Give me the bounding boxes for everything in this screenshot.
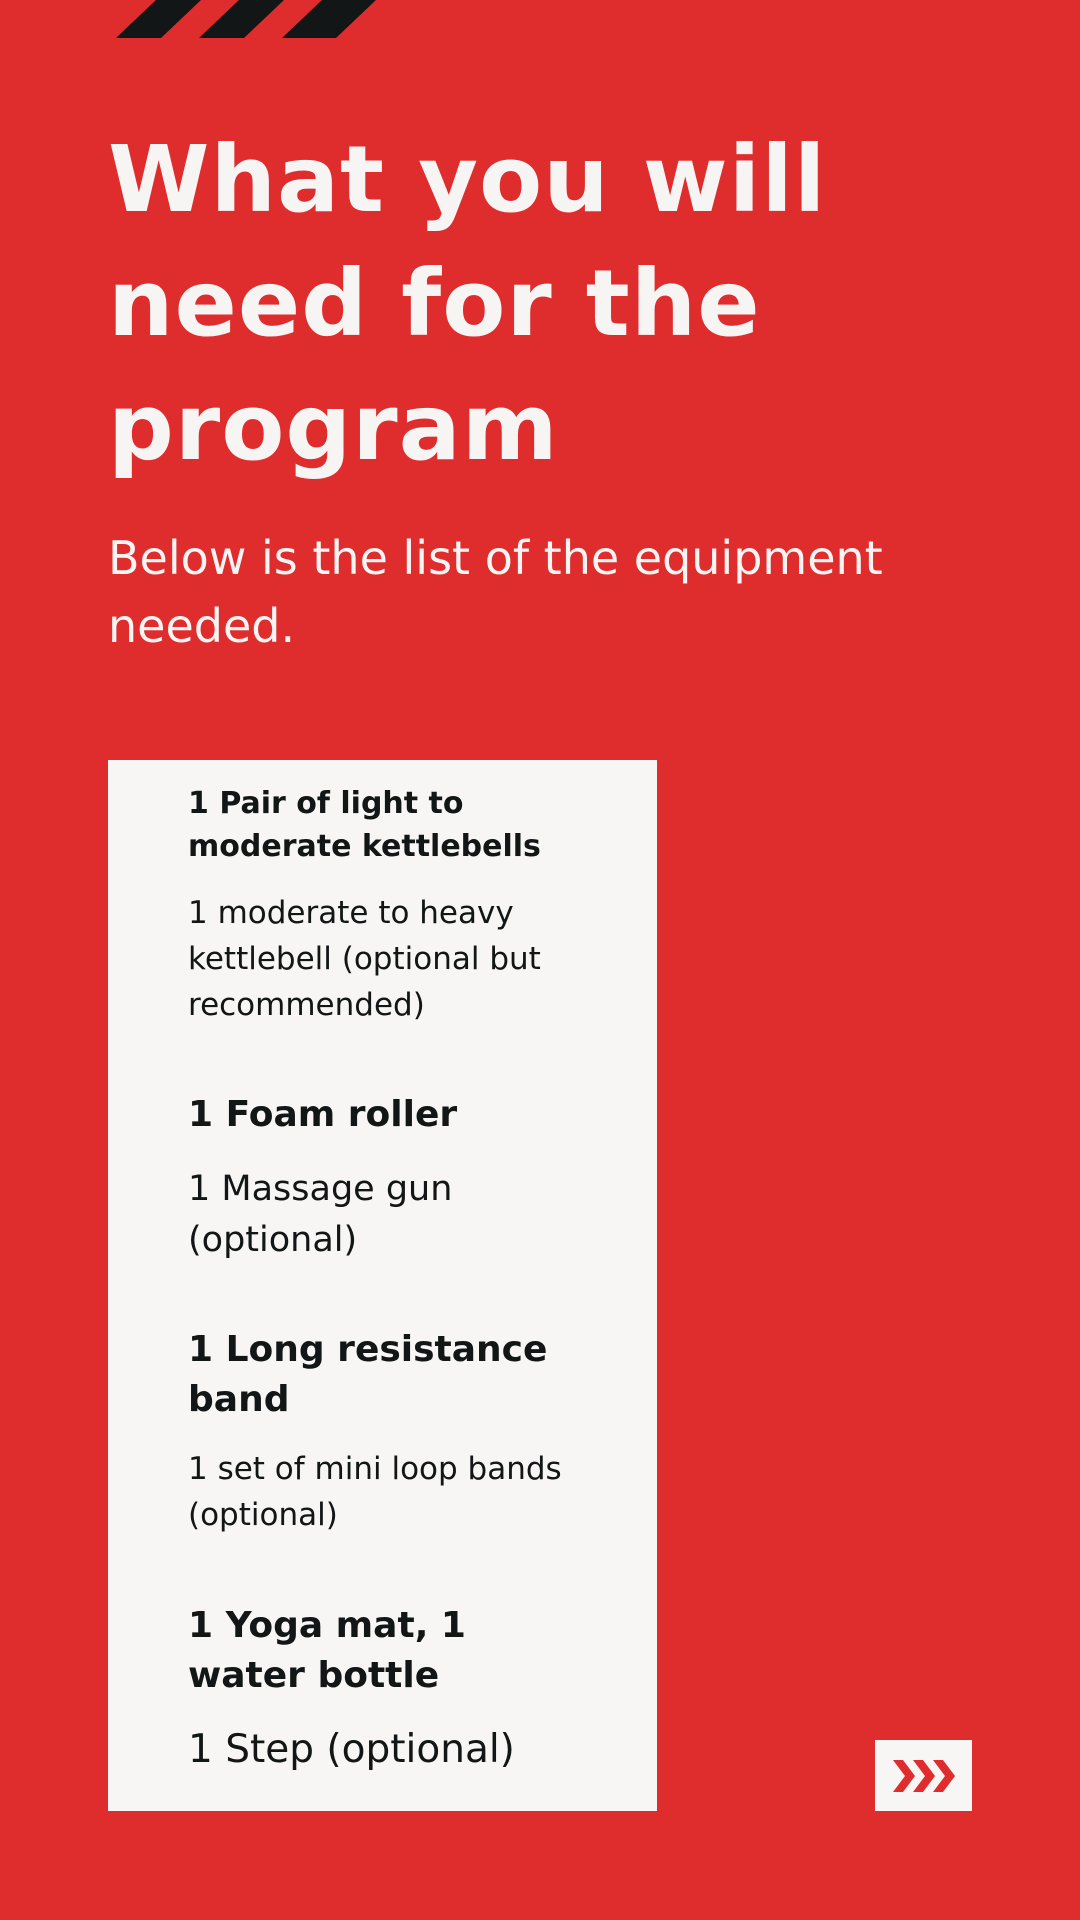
triple-chevron-right-icon (889, 1756, 959, 1796)
equipment-item-title: 1 Foam roller (188, 1094, 458, 1135)
page-subtitle-text: Below is the list of the equipment needed. (108, 531, 883, 653)
decorative-stripes (0, 0, 400, 40)
equipment-item-title: 1 Yoga mat, 1 water bottle (188, 1605, 466, 1696)
page-title (108, 118, 968, 490)
equipment-item-title: 1 Long resistance band (188, 1329, 548, 1420)
equipment-item-description: 1 set of mini loop bands (optional) (188, 1451, 562, 1533)
equipment-item-description: 1 Step (optional) (188, 1727, 515, 1772)
equipment-card (108, 760, 657, 1811)
stripe (282, 0, 376, 38)
equipment-item-title: 1 Pair of light to moderate kettlebells (188, 786, 541, 864)
next-button[interactable] (875, 1740, 972, 1811)
page-subtitle (108, 524, 908, 660)
stripe (199, 0, 284, 38)
stripe (116, 0, 201, 38)
equipment-item-description: 1 Massage gun (optional) (188, 1169, 453, 1260)
page-title-text: What you will need for the program (108, 126, 827, 481)
equipment-item-description: 1 moderate to heavy kettlebell (optional but recommended) (188, 895, 541, 1023)
